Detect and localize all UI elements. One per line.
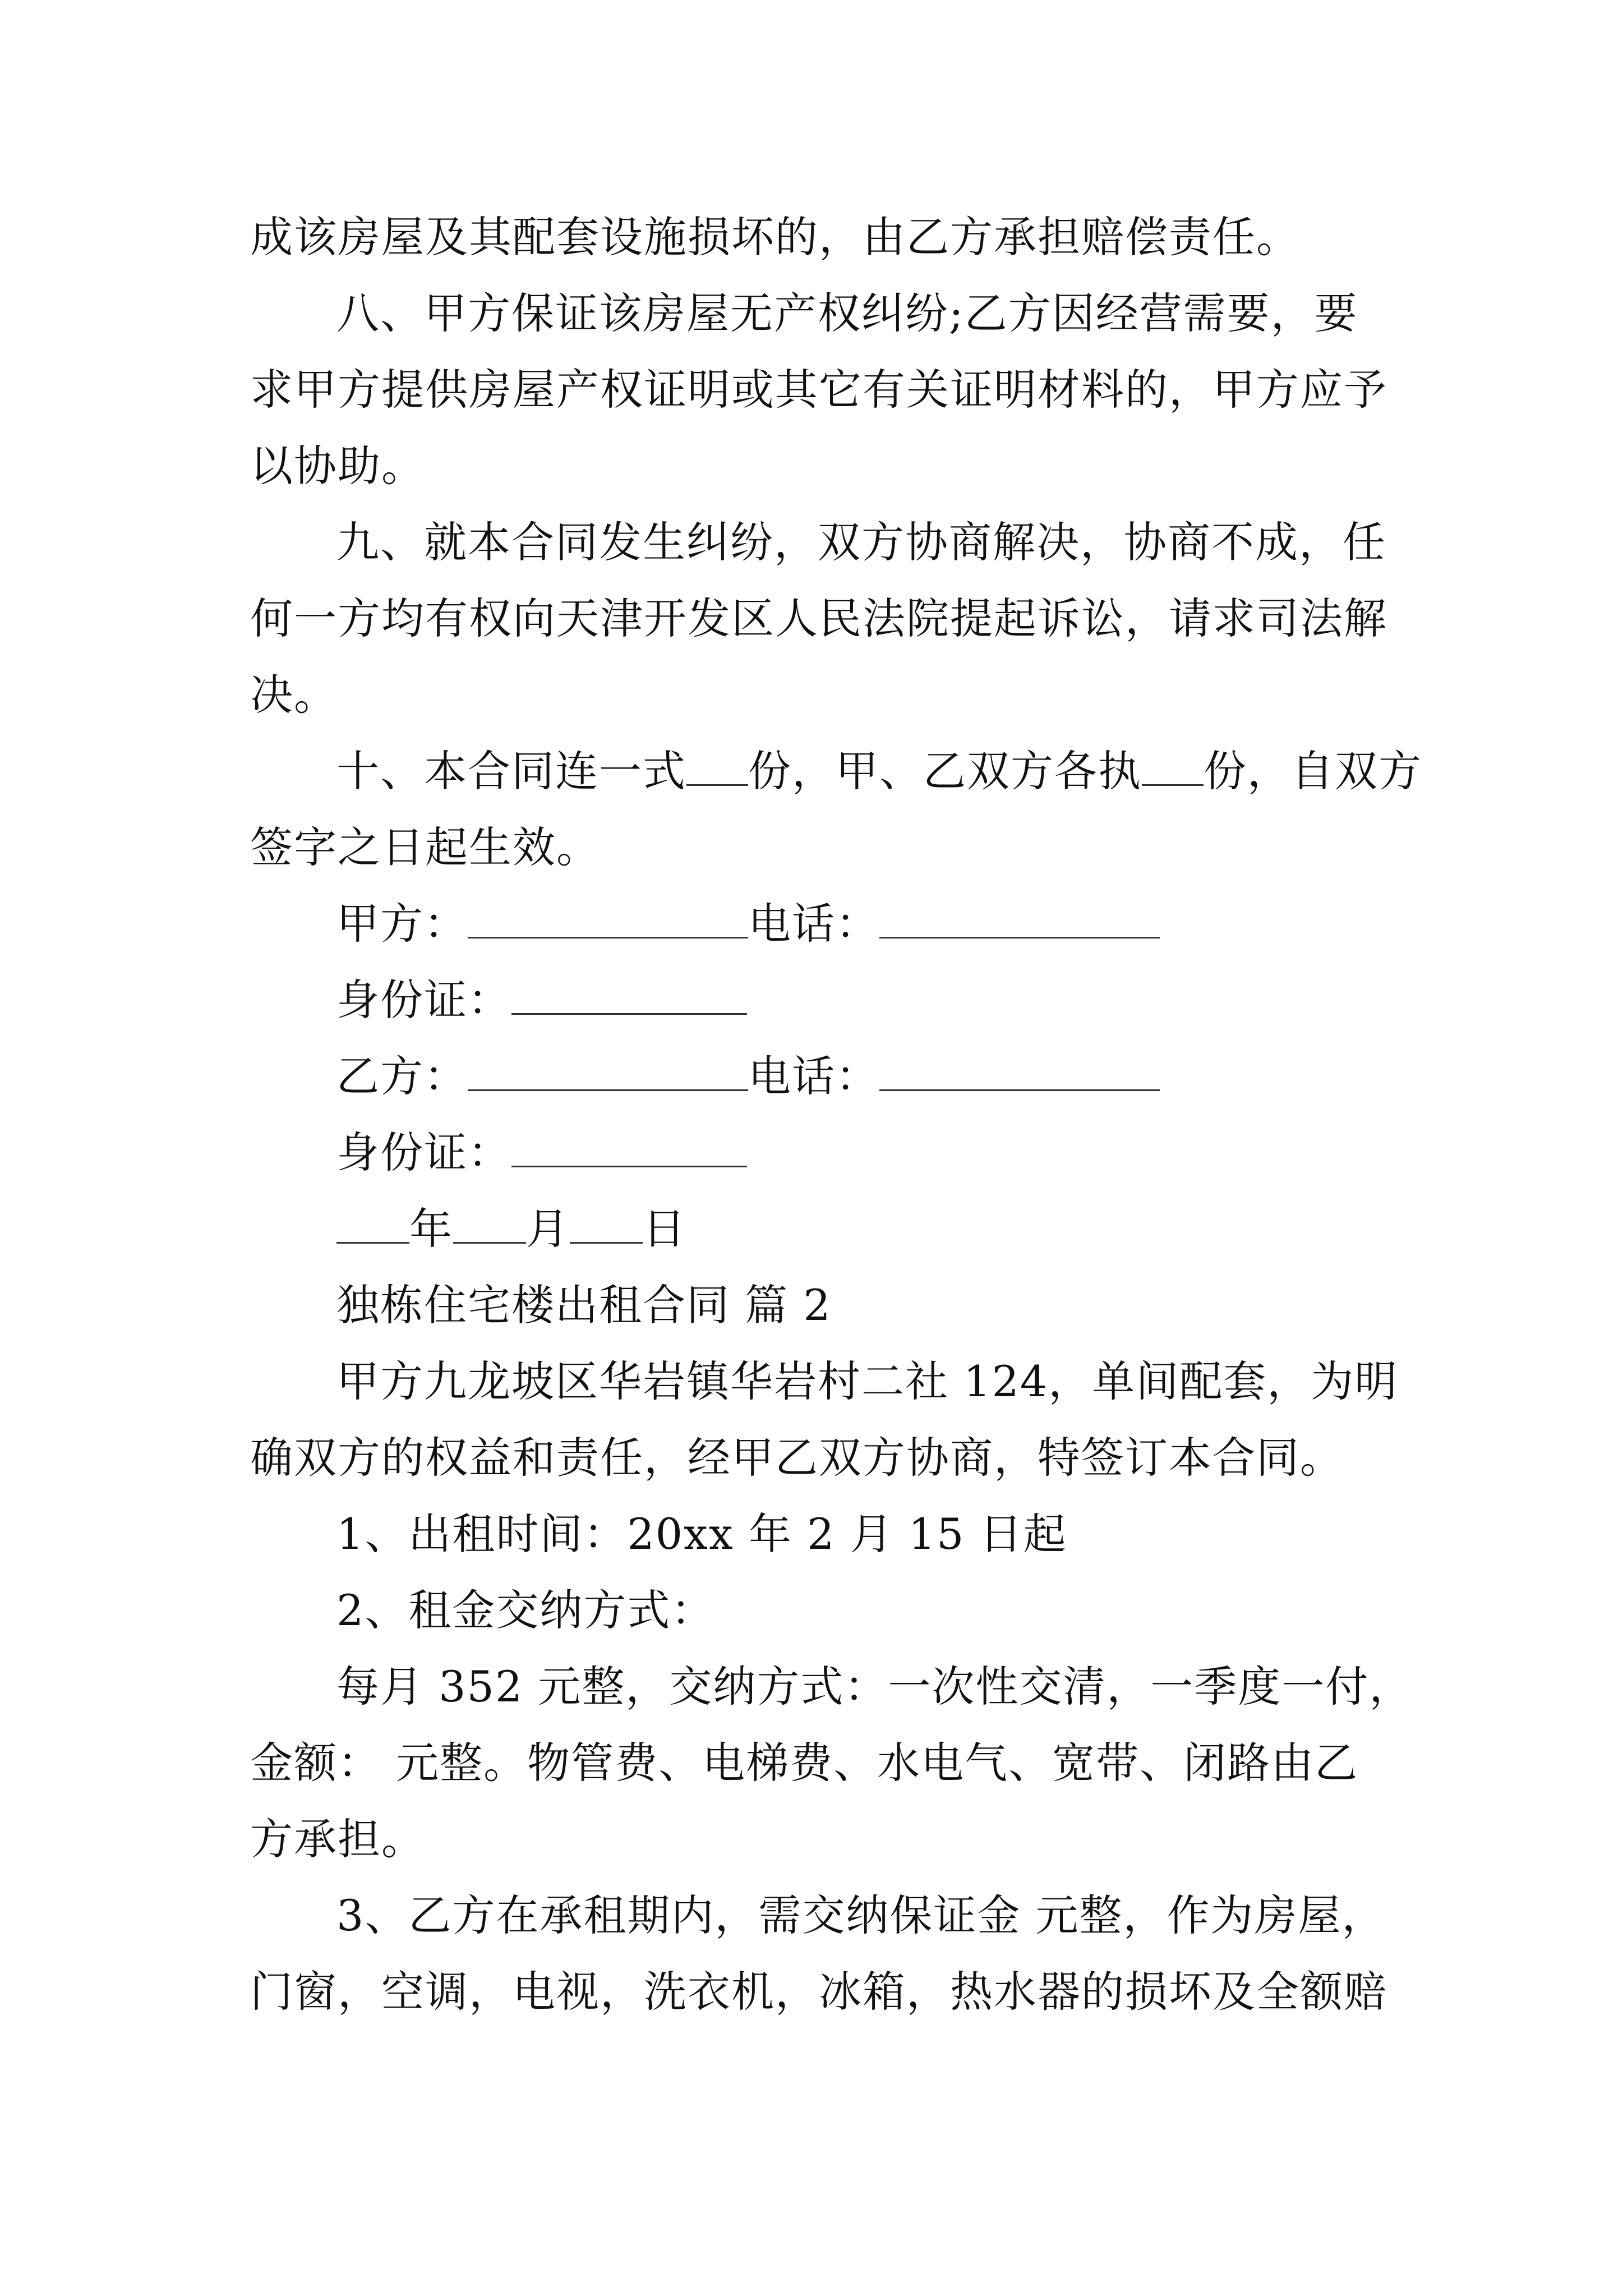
party-b-id-blank[interactable] (511, 1133, 747, 1167)
clause-8-line-2: 求甲方提供房屋产权证明或其它有关证明材料的，甲方应予 (250, 365, 1387, 415)
clause-10-part2: 份，甲、乙双方各执 (748, 746, 1142, 796)
section-2-intro-line-2: 确双方的权益和责任，经甲乙双方协商，特签订本合同。 (250, 1433, 1344, 1483)
day-label: 日 (643, 1204, 686, 1254)
party-a-phone-label: 电话： (748, 899, 879, 949)
party-a-id-label: 身份证： (336, 975, 511, 1025)
party-b-phone-blank[interactable] (879, 1057, 1160, 1091)
month-blank[interactable] (453, 1209, 526, 1244)
item-3-line-1: 3、乙方在承租期内，需交纳保证金 元整，作为房屋， (336, 1890, 1386, 1940)
year-label: 年 (409, 1204, 453, 1254)
party-b-id-label: 身份证： (336, 1128, 511, 1177)
party-b-phone-label: 电话： (748, 1051, 879, 1101)
party-a-id-row (250, 962, 1377, 1038)
item-3-line-2: 门窗，空调，电视，洗衣机，冰箱，热水器的损坏及全额赔 (250, 1967, 1387, 2017)
copies-total-blank[interactable] (686, 752, 748, 786)
clause-9-line-2: 何一方均有权向天津开发区人民法院提起诉讼，请求司法解 (250, 593, 1387, 643)
party-a-label: 甲方： (336, 899, 468, 949)
party-a-blank[interactable] (468, 904, 748, 938)
text-line-1: 成该房屋及其配套设施损坏的，由乙方承担赔偿责任。 (250, 212, 1300, 262)
document-body (250, 199, 1422, 2030)
party-a-phone-blank[interactable] (879, 904, 1160, 938)
item-1-rental-time: 1、出租时间：20xx 年 2 月 15 日起 (336, 1509, 1067, 1559)
clause-8-line-1: 八、甲方保证该房屋无产权纠纷;乙方因经营需要，要 (336, 288, 1358, 338)
clause-10-line-1 (250, 733, 1422, 809)
clause-10-line-2: 签字之日起生效。 (250, 822, 600, 872)
date-row (250, 1191, 1377, 1267)
clause-9-line-1: 九、就本合同发生纠纷，双方协商解决，协商不成，任 (336, 517, 1386, 567)
party-a-id-blank[interactable] (511, 981, 747, 1015)
rent-line-1: 每月 352 元整，交纳方式：一次性交清，一季度一付， (336, 1662, 1413, 1711)
copies-each-blank[interactable] (1142, 752, 1204, 786)
clause-10-part3: 份，自双方 (1204, 746, 1422, 796)
party-b-blank[interactable] (468, 1057, 748, 1091)
clause-10-part1: 十、本合同连一式 (336, 746, 686, 796)
month-label: 月 (526, 1204, 570, 1254)
day-blank[interactable] (570, 1209, 643, 1244)
party-b-row (250, 1038, 1377, 1115)
rent-line-2: 金额： 元整。物管费、电梯费、水电气、宽带、闭路由乙 (250, 1738, 1359, 1788)
section-2-intro-line-1: 甲方九龙坡区华岩镇华岩村二社 124，单间配套，为明 (336, 1356, 1399, 1406)
section-2-title: 独栋住宅楼出租合同 篇 2 (336, 1280, 832, 1330)
party-b-label: 乙方： (336, 1051, 468, 1101)
party-b-id-row (250, 1115, 1377, 1191)
clause-9-line-3: 决。 (250, 670, 338, 720)
rent-line-3: 方承担。 (250, 1814, 425, 1864)
year-blank[interactable] (336, 1209, 409, 1244)
clause-8-line-3: 以协助。 (250, 441, 425, 491)
item-2-payment-method: 2、租金交纳方式： (336, 1585, 715, 1635)
party-a-row (250, 886, 1377, 962)
